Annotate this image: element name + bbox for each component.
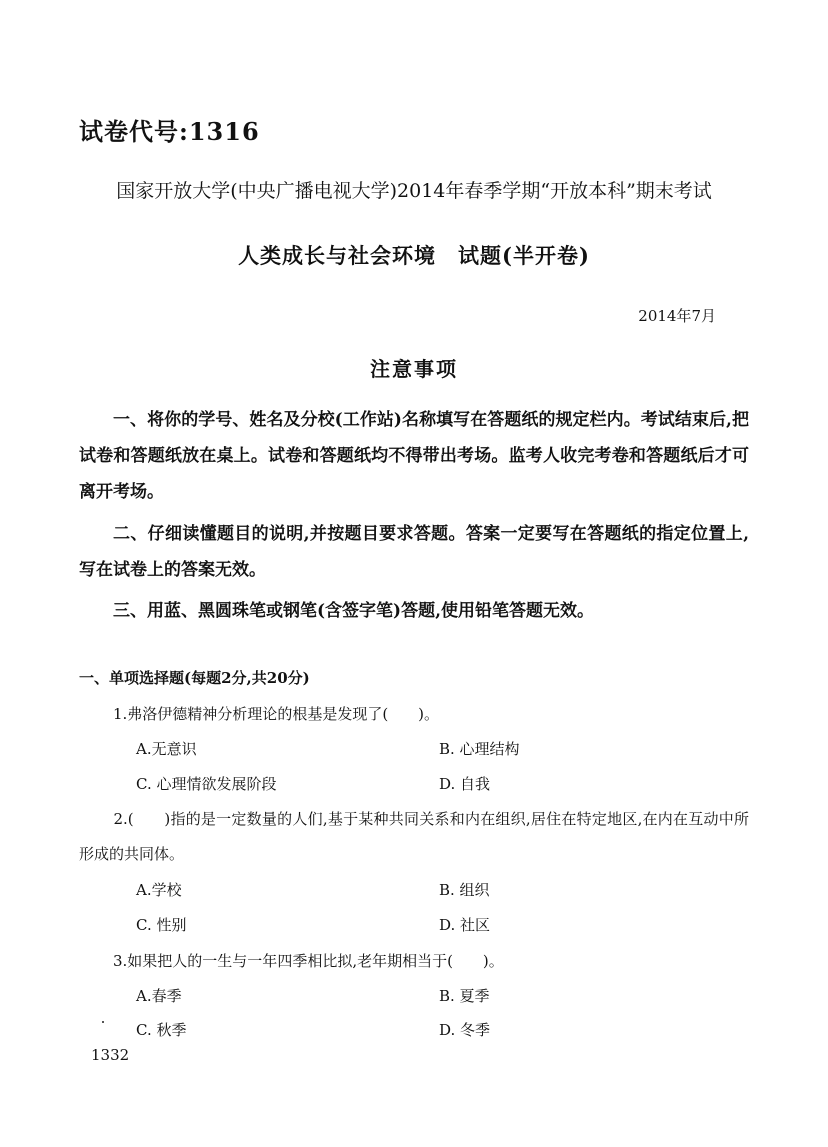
q1-option-b: B. 心理结构 (439, 740, 520, 758)
notice-title: 注意事项 (370, 357, 458, 381)
q1-option-a: A.无意识 (136, 740, 197, 758)
notice-item-1: 一、将你的学号、姓名及分校(工作站)名称填写在答题纸的规定栏内。考试结束后,把试卷和答题纸放在桌上。试卷和答题纸均不得带出考场。监考人收完考卷和答题纸后才可离开考场。 (79, 410, 749, 502)
question-2-stem: 2.( )指的是一定数量的人们,基于某种共同关系和内在组织,居住在特定地区,在内在互动中所形成的共同体。 (79, 810, 749, 863)
q2-option-a: A.学校 (136, 881, 182, 899)
q1-option-d: D. 自我 (439, 775, 491, 793)
exam-date: 2014年7月 (638, 307, 716, 325)
q2-option-c: C. 性别 (136, 916, 187, 934)
question-1-stem: 1.弗洛伊德精神分析理论的根基是发现了( )。 (113, 705, 440, 723)
notice-item-2: 二、仔细读懂题目的说明,并按题目要求答题。答案一定要写在答题纸的指定位置上,写在试卷上的答案无效。 (79, 524, 749, 580)
q2-option-d: D. 社区 (439, 916, 491, 934)
q1-option-c: C. 心理情欲发展阶段 (136, 775, 277, 793)
subject-title: 人类成长与社会环境 试题(半开卷) (238, 243, 590, 268)
scan-speck (102, 1021, 104, 1023)
q3-option-d: D. 冬季 (439, 1021, 491, 1039)
q3-option-b: B. 夏季 (439, 987, 490, 1005)
paper-code: 试卷代号:1316 (79, 117, 260, 146)
section-title: 一、单项选择题(每题2分,共20分) (79, 669, 310, 687)
exam-title: 国家开放大学(中央广播电视大学)2014年春季学期“开放本科”期末考试 (116, 180, 712, 202)
page-number: 1332 (91, 1046, 130, 1064)
notice-item-3: 三、用蓝、黑圆珠笔或钢笔(含签字笔)答题,使用铅笔答题无效。 (113, 601, 595, 621)
question-3-stem: 3.如果把人的一生与一年四季相比拟,老年期相当于( )。 (113, 952, 504, 970)
q2-option-b: B. 组织 (439, 881, 490, 899)
q3-option-c: C. 秋季 (136, 1021, 187, 1039)
q3-option-a: A.春季 (136, 987, 182, 1005)
